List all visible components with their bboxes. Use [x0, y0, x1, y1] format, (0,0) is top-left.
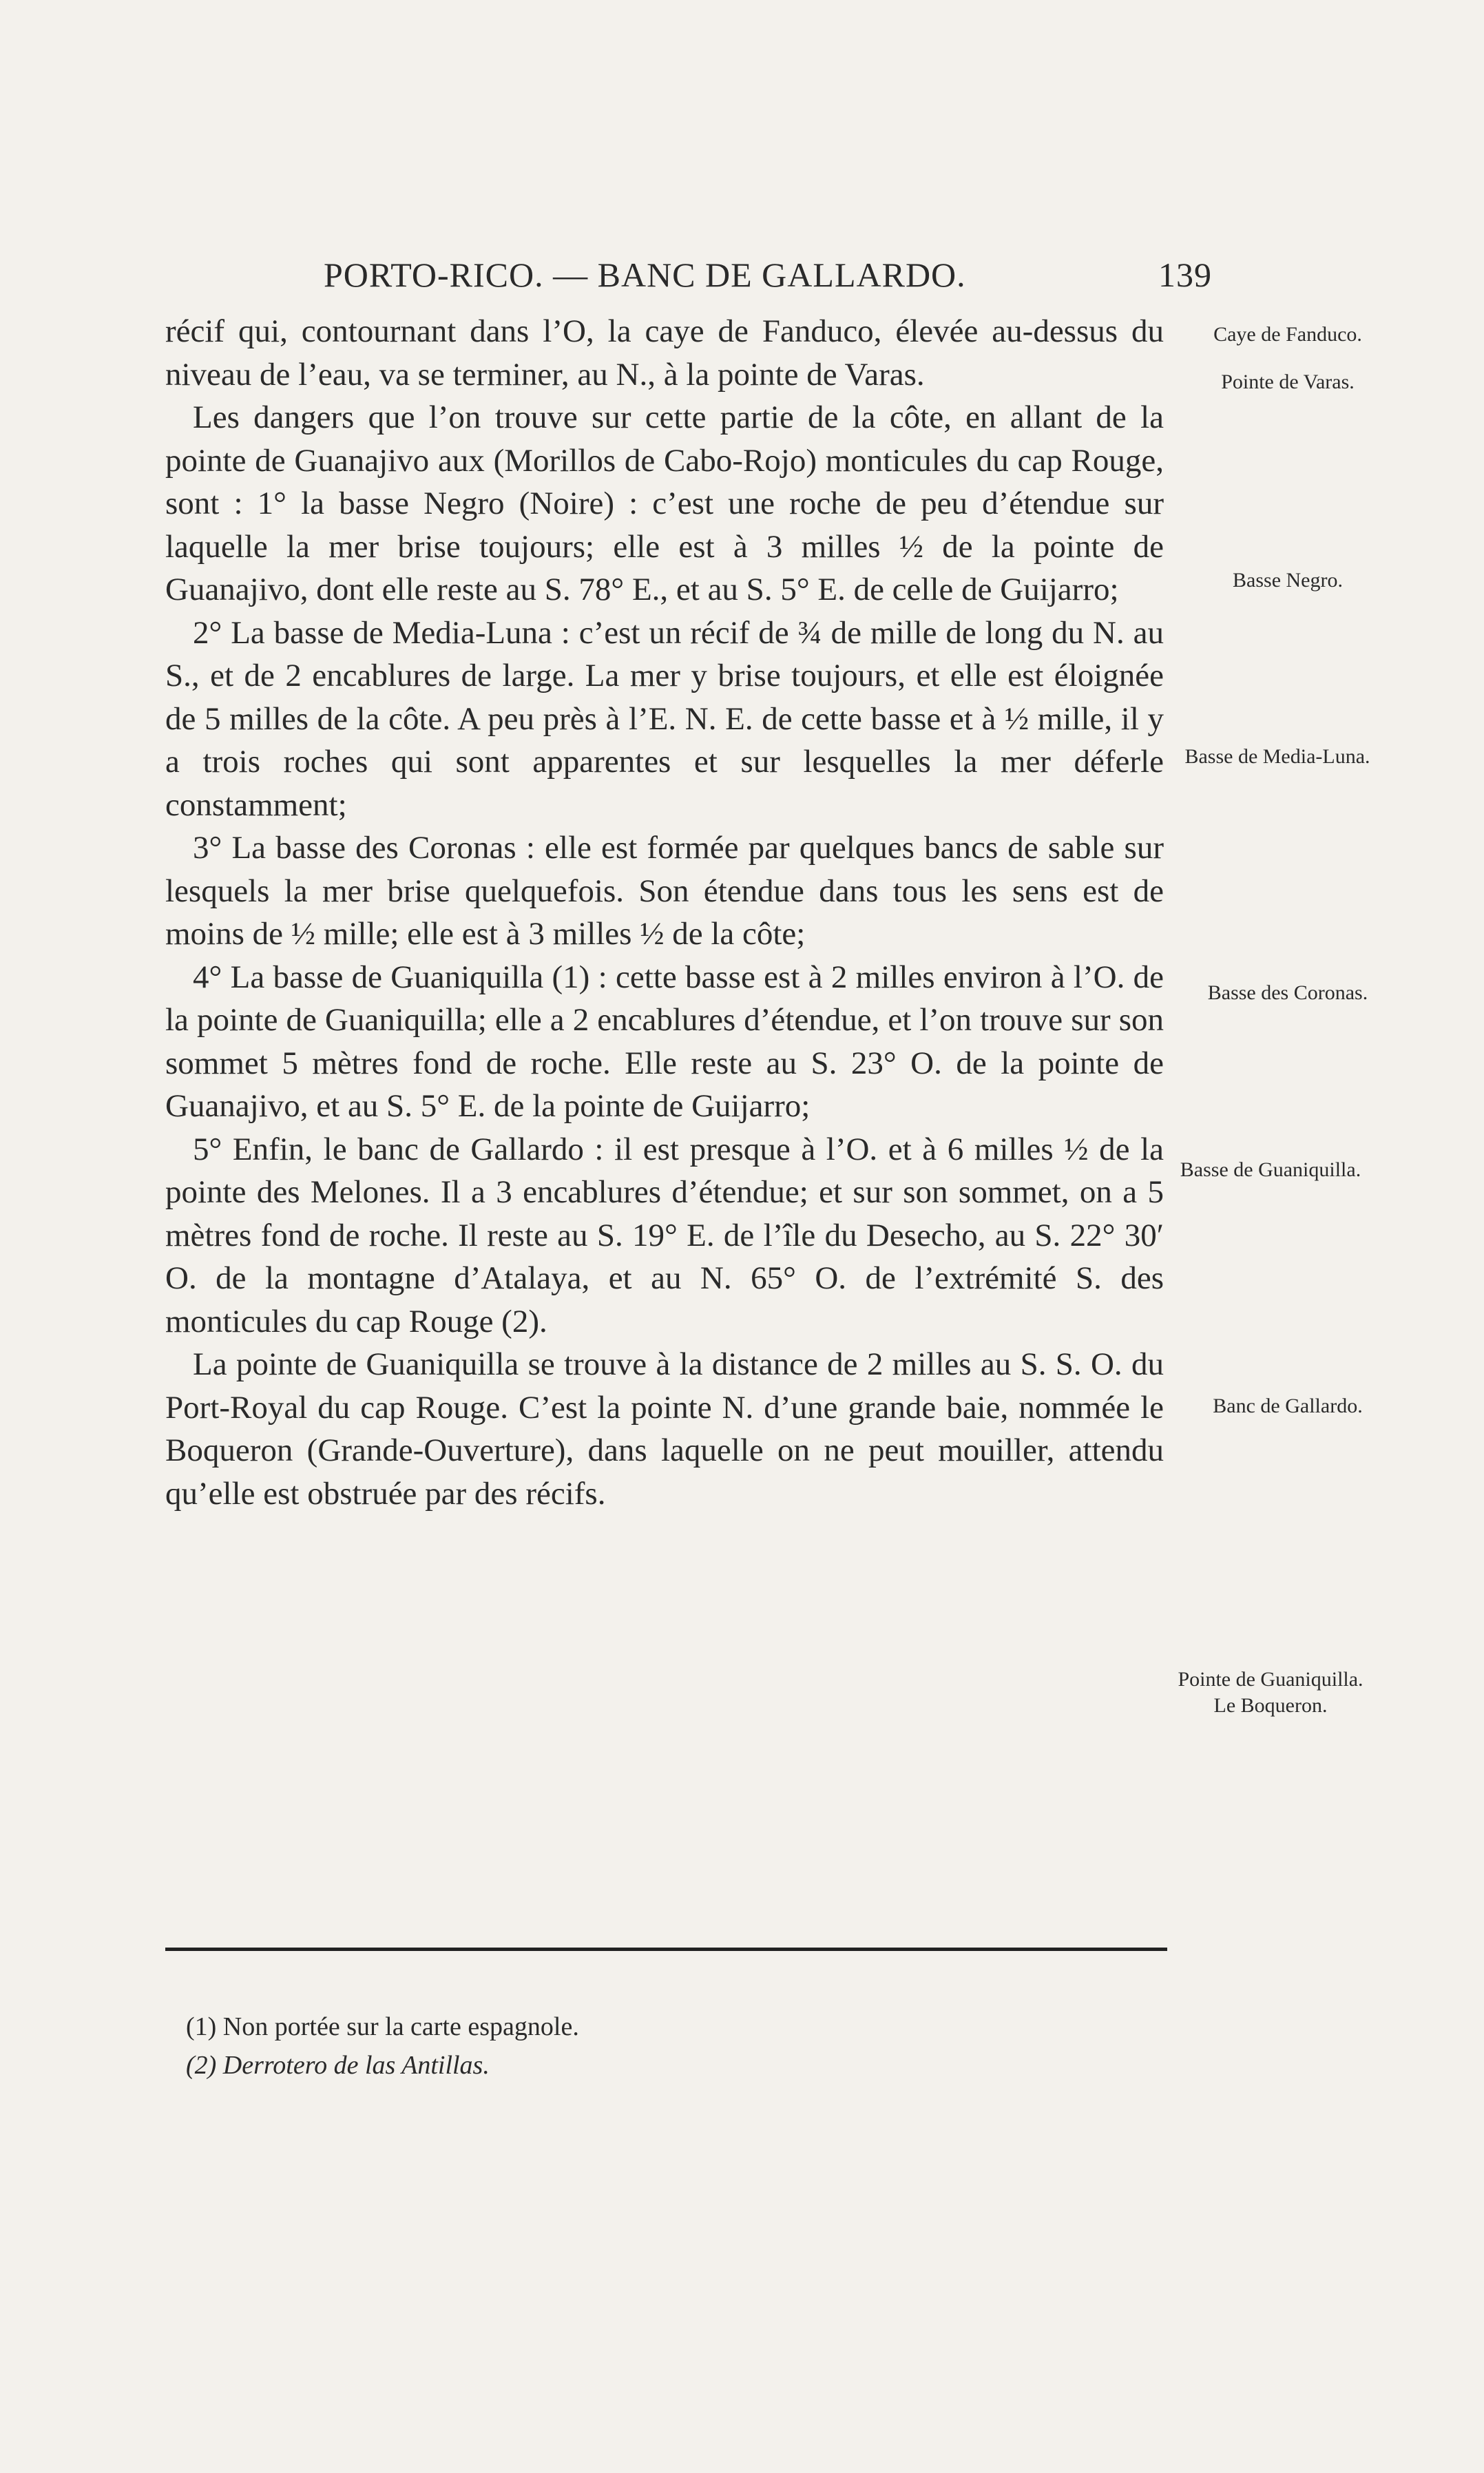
- page-title: PORTO-RICO. — BANC DE GALLARDO.: [324, 255, 966, 294]
- footnote: (2) Derrotero de las Antillas.: [186, 2051, 490, 2080]
- page-number: 139: [1158, 255, 1212, 294]
- margin-note: Pointe de Guaniquilla. Le Boqueron.: [1178, 1668, 1363, 1717]
- footnote-rule: [165, 1948, 1167, 1951]
- paragraph: récif qui, contournant dans l’O, la caye de Fanduco, élevée au-dessus du niveau de l’eau, va se terminer, au N., à la pointe de Varas.: [165, 313, 1164, 393]
- margin-note: Basse de Media-Luna.: [1184, 745, 1370, 768]
- paragraph: 4° La basse de Guaniquilla (1) : cette basse est à 2 milles environ à l’O. de la pointe de Guaniquilla; elle a 2 encablures d’étendue, et l’on trouve sur son sommet 5 mètres fond de roche. Elle reste au S. 23° O. de la pointe de Guanajivo, et au S. 5° E. de la pointe de Guijarro;: [165, 959, 1164, 1124]
- margin-note: Banc de Gallardo.: [1213, 1395, 1363, 1417]
- margin-note: Basse des Coronas.: [1207, 981, 1368, 1004]
- paragraph: 5° Enfin, le banc de Gallardo : il est presque à l’O. et à 6 milles ½ de la pointe des Melones. Il a 3 encablures d’étendue; et sur son sommet, on a 5 mètres fond de roche. Il reste au S. 19° E. de l’île du Desecho, au S. 22° 30′ O. de la montagne d’Atalaya, et au N. 65° O. de l’extrémité S. des monticules du cap Rouge (2).: [165, 1131, 1164, 1339]
- paragraph: 2° La basse de Media-Luna : c’est un récif de ¾ de mille de long du N. au S., et de 2 encablures de large. La mer y brise toujours, et elle est éloignée de 5 milles de la côte. A peu près à l’E. N. E. de cette basse et à ½ mille, il y a trois roches qui sont apparentes et sur lesquelles la mer déferle constamment;: [165, 614, 1164, 823]
- margin-note: Basse de Guaniquilla.: [1180, 1158, 1361, 1181]
- margin-note: Basse Negro.: [1233, 569, 1343, 592]
- paragraph: La pointe de Guaniquilla se trouve à la distance de 2 milles au S. S. O. du Port-Royal du cap Rouge. C’est la pointe N. d’une grande baie, nommée le Boqueron (Grande-Ouverture), dans laquelle on ne peut mouiller, attendu qu’elle est obstruée par des récifs.: [165, 1346, 1164, 1512]
- paragraph: 3° La basse des Coronas : elle est formée par quelques bancs de sable sur lesquels la mer brise quelquefois. Son étendue dans tous les sens est de moins de ½ mille; elle est à 3 milles ½ de la côte;: [165, 830, 1164, 952]
- paragraph: Les dangers que l’on trouve sur cette partie de la côte, en allant de la pointe de Guanajivo aux (Morillos de Cabo-Rojo) monticules du cap Rouge, sont : 1° la basse Negro (Noire) : c’est une roche de peu d’étendue sur laquelle la mer brise toujours; elle est à 3 milles ½ de la pointe de Guanajivo, dont elle reste au S. 78° E., et au S. 5° E. de celle de Guijarro;: [165, 399, 1164, 607]
- footnotes: [186, 2007, 579, 2085]
- margin-note: Pointe de Varas.: [1221, 371, 1355, 393]
- margin-note: Caye de Fanduco.: [1213, 323, 1362, 346]
- footnote: (1) Non portée sur la carte espagnole.: [186, 2012, 579, 2041]
- body-text: [165, 310, 1164, 1515]
